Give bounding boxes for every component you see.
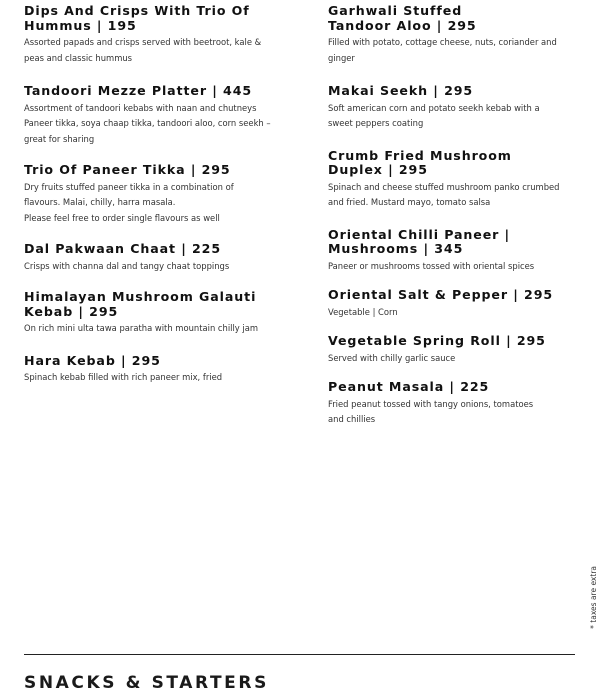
taxes-note: * taxes are extra	[589, 566, 598, 629]
menu-item-dal-pakwaan-chaat	[24, 242, 294, 274]
menu-item-title: Garhwali Stuffed Tandoor Aloo | 295	[328, 3, 477, 33]
menu-item-trio-of-paneer-tikka	[24, 163, 294, 226]
menu-item-description: Spinach kebab filled with rich paneer mix, fried	[24, 372, 223, 382]
menu-item-description: Fried peanut tossed with tangy onions, tomatoes and chillies	[328, 398, 534, 424]
menu-item-title: Oriental Chilli Paneer | Mushrooms | 345	[328, 226, 511, 256]
menu-item-description: Assorted papads and crisps served with beetroot, kale & peas and classic hummus	[24, 37, 262, 63]
menu-item-title: Crumb Fried Mushroom Duplex | 295	[328, 147, 512, 177]
menu-item-title: Tandoori Mezze Platter | 445	[24, 83, 253, 98]
menu-column-right	[328, 4, 576, 428]
menu-item-description: Spinach and cheese stuffed mushroom panko crumbed and fried. Mustard mayo, tomato salsa	[328, 181, 560, 207]
menu-item-tandoori-mezze-platter	[24, 84, 294, 147]
menu-item-title: Dips And Crisps With Trio Of Hummus | 195	[24, 3, 250, 33]
menu-item-title: Dal Pakwaan Chaat | 225	[24, 241, 221, 256]
menu-item-description: Vegetable | Corn	[328, 306, 398, 317]
menu-item-oriental-chilli-paneer	[328, 228, 576, 275]
menu-item-peanut-masala	[328, 380, 576, 428]
menu-item-description: Served with chilly garlic sauce	[328, 352, 456, 363]
menu-item-title: Himalayan Mushroom Galauti Kebab | 295	[24, 289, 257, 319]
menu-item-description: Soft american corn and potato seekh kebab with a sweet peppers coating	[328, 102, 540, 128]
menu-item-description: Filled with potato, cottage cheese, nuts, coriander and ginger	[328, 37, 557, 63]
menu-item-description: Assortment of tandoori kebabs with naan and chutneys Paneer tikka, soya chaap tikka, tandoori aloo, corn seekh – great for sharing	[24, 102, 271, 144]
section-title: SNACKS & STARTERS	[24, 673, 269, 693]
menu-item-title: Hara Kebab | 295	[24, 352, 161, 368]
menu-column-left	[24, 4, 294, 386]
menu-item-description: On rich mini ulta tawa paratha with mountain chilly jam	[24, 323, 259, 333]
menu-item-himalayan-mushroom-galauti-kebab	[24, 290, 294, 337]
menu-item-makai-seekh	[328, 84, 576, 132]
menu-item-title: Peanut Masala | 225	[328, 379, 490, 394]
menu-item-garhwali-stuffed-tandoor-aloo	[328, 4, 576, 66]
menu-item-description: Dry fruits stuffed paneer tikka in a combination of flavours. Malai, chilly, harra masala. Please feel free to order single flavours as well	[24, 181, 234, 223]
menu-item-description: Crisps with channa dal and tangy chaat toppings	[24, 260, 230, 271]
menu-item-title: Oriental Salt & Pepper | 295	[328, 287, 554, 302]
menu-item-crumb-fried-mushroom-duplex	[328, 149, 576, 211]
menu-item-hara-kebab	[24, 354, 294, 386]
menu-item-title: Trio Of Paneer Tikka | 295	[24, 162, 231, 177]
menu-item-description: Paneer or mushrooms tossed with oriental spices	[328, 260, 535, 271]
menu-item-title: Vegetable Spring Roll | 295	[328, 333, 546, 348]
menu-item-dips-and-crisps	[24, 4, 294, 66]
menu-item-title: Makai Seekh | 295	[328, 83, 474, 98]
menu-item-vegetable-spring-roll	[328, 334, 576, 366]
section-divider	[24, 654, 575, 655]
menu-item-oriental-salt-and-pepper	[328, 288, 576, 320]
